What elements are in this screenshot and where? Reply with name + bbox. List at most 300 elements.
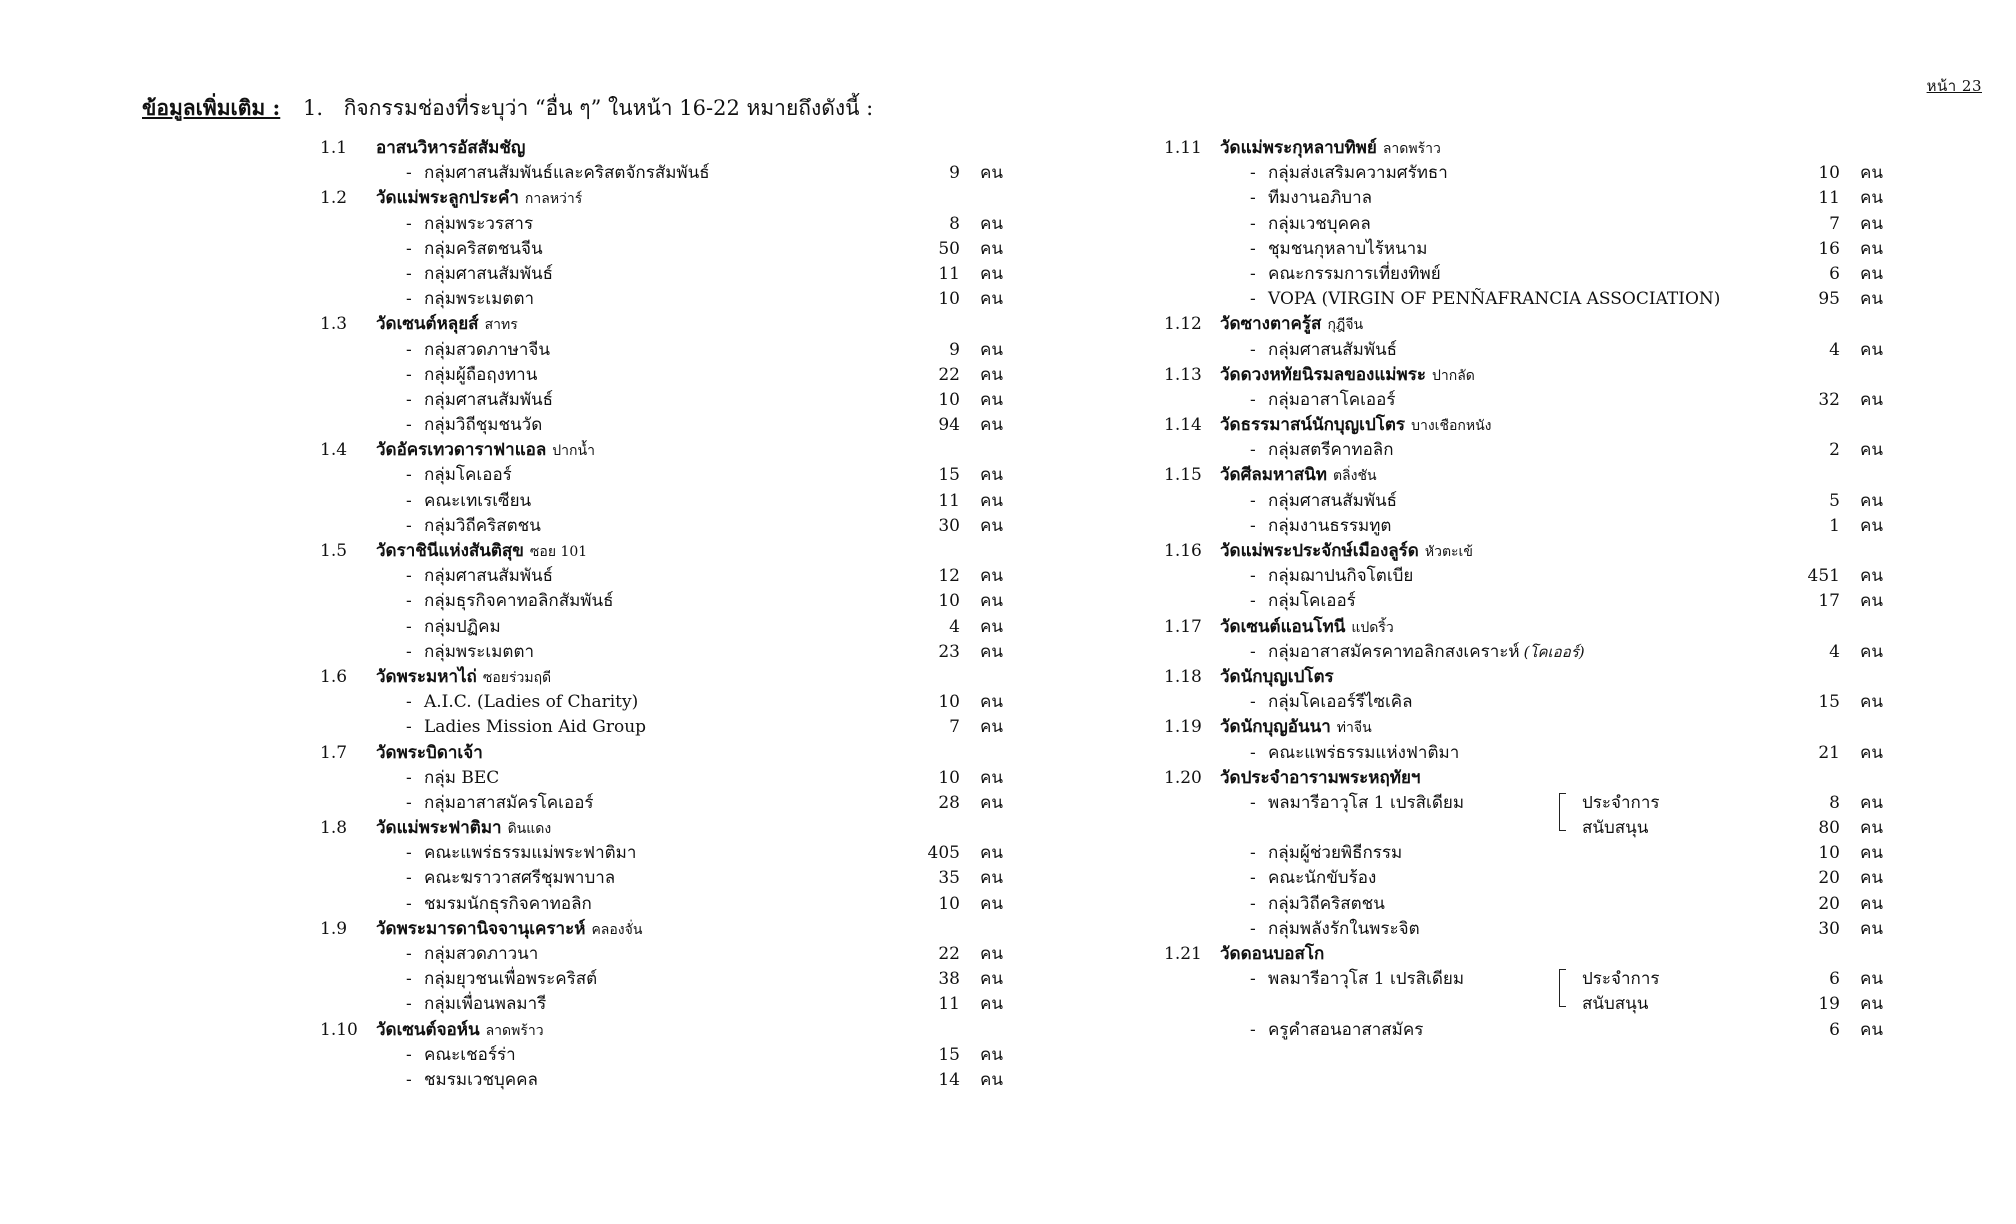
church-name: วัดเซนต์หลุยส์ สาทร: [376, 314, 518, 335]
member-count: 2: [1829, 440, 1840, 461]
section-number: 1.18: [1164, 666, 1202, 687]
member-count: 10: [938, 289, 960, 310]
list-item: [320, 866, 1040, 891]
unit-label: คน: [1860, 339, 1883, 360]
unit-label: คน: [980, 1044, 1003, 1065]
unit-label: คน: [1860, 515, 1883, 536]
group-name: กลุ่มอาสาโคเออร์: [1268, 389, 1396, 410]
section-heading: [320, 539, 1040, 564]
list-item: [320, 1068, 1040, 1093]
list-item: [320, 287, 1040, 312]
header-text: กิจกรรมช่องที่ระบุว่า “อื่น ๆ” ในหน้า 16-22 หมายถึงดังนี้ :: [343, 96, 874, 120]
unit-label: คน: [980, 490, 1003, 511]
group-name: กลุ่มสวดภาวนา: [424, 944, 539, 964]
group-name: กลุ่มวิถีคริสตชน: [1268, 893, 1385, 914]
dash-bullet: -: [406, 868, 412, 889]
church-location: แปดริ้ว: [1351, 619, 1394, 636]
group-name: ครูคำสอนอาสาสมัคร: [1268, 1019, 1424, 1040]
dash-bullet: -: [1250, 188, 1256, 209]
group-name: กลุ่มผู้ช่วยพิธีกรรม: [1268, 843, 1403, 864]
church-location: ลาดพร้าว: [485, 1022, 544, 1039]
group-name: กลุ่มศาสนสัมพันธ์: [1268, 339, 1398, 360]
dash-bullet: -: [406, 969, 412, 990]
member-count: 7: [1829, 213, 1840, 234]
group-name: กลุ่มงานธรรมทูต: [1268, 515, 1392, 536]
list-item: [1164, 212, 1944, 237]
dash-bullet: -: [406, 792, 412, 813]
unit-label: คน: [980, 717, 1003, 738]
dash-bullet: -: [1250, 263, 1256, 284]
unit-label: คน: [980, 163, 1003, 184]
church-name: วัดแม่พระลูกประคำ กาลหว่าร์: [376, 188, 583, 209]
dash-bullet: -: [1250, 238, 1256, 259]
unit-label: คน: [980, 591, 1003, 612]
church-location: คลองจั่น: [591, 921, 643, 938]
unit-label: คน: [980, 213, 1003, 234]
list-item: [1164, 564, 1944, 589]
unit-label: คน: [1860, 289, 1883, 310]
member-count: 12: [938, 566, 960, 587]
church-name: วัดพระมหาไถ่ ซอยร่วมฤดี: [376, 666, 552, 687]
section-heading: [320, 741, 1040, 766]
unit-label: คน: [1860, 389, 1883, 410]
member-count: 4: [1829, 641, 1840, 662]
church-name: วัดแม่พระฟาติมา ดินแดง: [376, 818, 552, 839]
list-item: [320, 514, 1040, 539]
dash-bullet: -: [406, 490, 412, 511]
section-number: 1.17: [1164, 616, 1202, 637]
church-name: วัดแม่พระประจักษ์เมืองลูร์ด หัวตะเข้: [1220, 541, 1473, 561]
member-count: 38: [938, 969, 960, 990]
list-item: [1164, 690, 1944, 715]
group-name: VOPA (VIRGIN OF PENÑAFRANCIA ASSOCIATION): [1268, 289, 1721, 310]
dash-bullet: -: [406, 893, 412, 914]
member-count: 6: [1829, 263, 1840, 284]
church-name: วัดประจำอารามพระหฤทัยฯ: [1220, 767, 1421, 788]
member-count: 405: [927, 843, 960, 864]
church-location: ดินแดง: [507, 821, 552, 838]
group-name: คณะเชอร์ร่า: [424, 1044, 516, 1065]
left-column: [320, 136, 1040, 1093]
section-number: 1.14: [1164, 415, 1202, 436]
group-name: กลุ่มศาสนสัมพันธ์: [424, 263, 554, 284]
dash-bullet: -: [1250, 591, 1256, 612]
list-item: [320, 690, 1040, 715]
group-name: กลุ่มพระวรสาร: [424, 213, 534, 234]
unit-label: คน: [1860, 742, 1883, 763]
dash-bullet: -: [406, 692, 412, 713]
group-name: คณะฆราวาสศรีชุมพาบาล: [424, 868, 616, 889]
church-location: ปากน้ำ: [552, 443, 595, 460]
section-number: 1.20: [1164, 767, 1202, 788]
group-name: คณะเทเรเซียน: [424, 490, 532, 511]
unit-label: คน: [980, 339, 1003, 360]
section-number: 1.9: [320, 918, 348, 939]
group-name: กลุ่มศาสนสัมพันธ์และคริสตจักรสัมพันธ์: [424, 163, 710, 184]
section-number: 1.21: [1164, 944, 1202, 964]
church-name: วัดเซนต์จอห์น ลาดพร้าว: [376, 1019, 544, 1040]
dash-bullet: -: [1250, 1019, 1256, 1040]
group-name: ชมรมนักธุรกิจคาทอลิก: [424, 893, 592, 914]
section-number: 1.10: [320, 1019, 358, 1040]
member-count: 95: [1818, 289, 1840, 310]
member-count: 94: [938, 415, 960, 436]
list-item: [1164, 992, 1944, 1017]
group-name: Ladies Mission Aid Group: [424, 717, 647, 738]
member-count: 14: [938, 1069, 960, 1090]
member-count: 22: [938, 364, 960, 385]
list-item: [1164, 186, 1944, 211]
member-count: 11: [1818, 188, 1840, 209]
list-item: [320, 992, 1040, 1017]
dash-bullet: -: [406, 767, 412, 788]
section-number: 1.15: [1164, 465, 1202, 486]
list-item: [1164, 841, 1944, 866]
dash-bullet: -: [1250, 843, 1256, 864]
group-note: (โคเออร์): [1523, 642, 1585, 661]
member-count: 16: [1818, 238, 1840, 259]
list-item: [320, 489, 1040, 514]
group-name: กลุ่มสตรีคาทอลิก: [1268, 440, 1394, 461]
membership-type: ประจำการ: [1582, 969, 1660, 990]
section-number: 1.16: [1164, 541, 1202, 561]
dash-bullet: -: [406, 263, 412, 284]
member-count: 8: [1829, 792, 1840, 813]
unit-label: คน: [1860, 238, 1883, 259]
section-number: 1.6: [320, 666, 348, 687]
list-item: [1164, 816, 1944, 841]
group-name: กลุ่มศาสนสัมพันธ์: [424, 566, 554, 587]
member-count: 5: [1829, 490, 1840, 511]
church-location: กุฎีจีน: [1327, 317, 1364, 334]
unit-label: คน: [1860, 641, 1883, 662]
list-item: [320, 463, 1040, 488]
section-number: 1.7: [320, 742, 348, 763]
church-name: วัดนักบุญเปโตร: [1220, 666, 1334, 687]
list-item: [320, 388, 1040, 413]
section-number: 1.13: [1164, 364, 1202, 385]
group-name: ชุมชนกุหลาบไร้หนาม: [1268, 238, 1428, 259]
member-count: 28: [938, 792, 960, 813]
dash-bullet: -: [406, 515, 412, 536]
church-location: ท่าจีน: [1336, 720, 1372, 737]
list-item: [320, 640, 1040, 665]
member-count: 10: [938, 591, 960, 612]
member-count: 6: [1829, 1019, 1840, 1040]
church-location: สาทร: [484, 317, 518, 334]
list-item: [320, 841, 1040, 866]
section-heading: [1164, 312, 1944, 337]
church-location: ลาดพร้าว: [1382, 141, 1441, 157]
group-name: คณะแพร่ธรรมแม่พระฟาติมา: [424, 843, 637, 864]
member-count: 35: [938, 868, 960, 889]
dash-bullet: -: [406, 339, 412, 360]
list-item: [1164, 388, 1944, 413]
group-name: คณะกรรมการเที่ยงทิพย์: [1268, 263, 1441, 284]
member-count: 15: [938, 465, 960, 486]
list-item: [1164, 892, 1944, 917]
section-number: 1.1: [320, 138, 348, 158]
dash-bullet: -: [406, 566, 412, 587]
unit-label: คน: [980, 238, 1003, 259]
member-count: 32: [1818, 389, 1840, 410]
list-item: [320, 212, 1040, 237]
list-item: [320, 791, 1040, 816]
group-name: กลุ่มโคเออร์: [1268, 591, 1356, 612]
unit-label: คน: [1860, 263, 1883, 284]
section-number: 1.8: [320, 818, 348, 839]
dash-bullet: -: [1250, 641, 1256, 662]
unit-label: คน: [1860, 818, 1883, 839]
member-count: 80: [1818, 818, 1840, 839]
list-item: [320, 967, 1040, 992]
dash-bullet: -: [406, 415, 412, 436]
list-item: [320, 1043, 1040, 1068]
unit-label: คน: [980, 893, 1003, 914]
section-heading: [320, 665, 1040, 690]
dash-bullet: -: [1250, 339, 1256, 360]
dash-bullet: -: [406, 843, 412, 864]
group-name: คณะนักขับร้อง: [1268, 868, 1377, 889]
church-name: วัดนักบุญอันนา ท่าจีน: [1220, 717, 1372, 738]
list-item: [320, 363, 1040, 388]
church-location: ซอย 101: [529, 544, 588, 560]
unit-label: คน: [1860, 591, 1883, 612]
section-heading: [320, 438, 1040, 463]
unit-label: คน: [1860, 792, 1883, 813]
group-name: กลุ่มโคเออร์: [424, 465, 512, 486]
member-count: 19: [1818, 994, 1840, 1015]
member-count: 9: [949, 339, 960, 360]
right-column: [1164, 136, 1944, 1043]
section-header: [142, 92, 873, 125]
member-count: 7: [949, 717, 960, 738]
unit-label: คน: [980, 969, 1003, 990]
unit-label: คน: [980, 767, 1003, 788]
section-number: 1.2: [320, 188, 348, 209]
dash-bullet: -: [406, 364, 412, 385]
church-name: วัดซางตาครู้ส กุฎีจีน: [1220, 314, 1364, 335]
church-name: วัดดวงหทัยนิรมลของแม่พระ ปากลัด: [1220, 364, 1475, 385]
dash-bullet: -: [1250, 893, 1256, 914]
member-count: 10: [1818, 843, 1840, 864]
unit-label: คน: [1860, 868, 1883, 889]
unit-label: คน: [1860, 692, 1883, 713]
dash-bullet: -: [1250, 969, 1256, 990]
dash-bullet: -: [406, 289, 412, 310]
list-item: [1164, 161, 1944, 186]
list-item: [320, 766, 1040, 791]
list-item: [320, 715, 1040, 740]
group-name: พลมารีอาวุโส 1 เปรสิเดียม: [1268, 969, 1465, 990]
dash-bullet: -: [406, 213, 412, 234]
group-name: กลุ่ม BEC: [424, 767, 500, 788]
section-heading: [1164, 136, 1944, 161]
church-name: วัดพระบิดาเจ้า: [376, 742, 483, 763]
list-item: [1164, 489, 1944, 514]
member-count: 30: [938, 515, 960, 536]
list-item: [320, 892, 1040, 917]
section-heading: [1164, 539, 1944, 564]
group-name: กลุ่มผู้ถือฤงทาน: [424, 364, 538, 385]
dash-bullet: -: [406, 944, 412, 964]
unit-label: คน: [1860, 918, 1883, 939]
section-number: 1.4: [320, 440, 348, 461]
list-item: [1164, 791, 1944, 816]
section-heading: [1164, 766, 1944, 791]
dash-bullet: -: [406, 717, 412, 738]
member-count: 20: [1818, 868, 1840, 889]
list-item: [1164, 338, 1944, 363]
member-count: 9: [949, 163, 960, 184]
dash-bullet: -: [406, 616, 412, 637]
church-name: วัดเซนต์แอนโทนี แปดริ้ว: [1220, 616, 1394, 637]
page-number: หน้า 23: [1926, 77, 1982, 95]
section-number: 1.11: [1164, 138, 1202, 158]
dash-bullet: -: [406, 465, 412, 486]
list-item: [320, 161, 1040, 186]
member-count: 15: [1818, 692, 1840, 713]
unit-label: คน: [980, 515, 1003, 536]
dash-bullet: -: [1250, 742, 1256, 763]
dash-bullet: -: [406, 994, 412, 1015]
group-name: ชมรมเวชบุคคล: [424, 1069, 538, 1090]
section-number: 1.5: [320, 541, 348, 561]
dash-bullet: -: [406, 591, 412, 612]
dash-bullet: -: [406, 1044, 412, 1065]
section-number: 1.12: [1164, 314, 1202, 335]
group-name: กลุ่มฌาปนกิจโตเบีย: [1268, 566, 1414, 587]
group-name: ทีมงานอภิบาล: [1268, 188, 1373, 209]
list-item: [1164, 237, 1944, 262]
section-heading: [1164, 942, 1944, 967]
dash-bullet: -: [1250, 868, 1256, 889]
church-name: วัดธรรมาสน์นักบุญเปโตร บางเชือกหนัง: [1220, 415, 1492, 436]
list-item: [1164, 287, 1944, 312]
group-name: กลุ่มพระเมตตา: [424, 641, 535, 662]
group-name: กลุ่มยุวชนเพื่อพระคริสต์: [424, 969, 598, 990]
unit-label: คน: [980, 868, 1003, 889]
group-name: กลุ่มพระเมตตา: [424, 289, 535, 310]
list-item: [1164, 967, 1944, 992]
church-name: วัดศีลมหาสนิท ตลิ่งชัน: [1220, 465, 1377, 486]
group-name: กลุ่มธุรกิจคาทอลิกสัมพันธ์: [424, 591, 614, 612]
church-name: วัดพระมารดานิจจานุเคราะห์ คลองจั่น: [376, 918, 643, 939]
group-name: กลุ่มศาสนสัมพันธ์: [1268, 490, 1398, 511]
group-name: A.I.C. (Ladies of Charity): [424, 692, 639, 713]
church-location: ตลิ่งชัน: [1332, 468, 1377, 485]
dash-bullet: -: [1250, 792, 1256, 813]
unit-label: คน: [1860, 893, 1883, 914]
member-count: 15: [938, 1044, 960, 1065]
church-name: อาสนวิหารอัสสัมชัญ: [376, 138, 526, 158]
member-count: 4: [949, 616, 960, 637]
section-heading: [320, 917, 1040, 942]
dash-bullet: -: [406, 389, 412, 410]
unit-label: คน: [980, 944, 1003, 964]
member-count: 10: [938, 767, 960, 788]
membership-type: ประจำการ: [1582, 792, 1660, 813]
member-count: 10: [1818, 163, 1840, 184]
group-name: กลุ่มคริสตชนจีน: [424, 238, 543, 259]
list-item: [1164, 514, 1944, 539]
unit-label: คน: [980, 994, 1003, 1015]
church-name: วัดอัครเทวดาราฟาแอล ปากน้ำ: [376, 440, 595, 461]
dash-bullet: -: [1250, 515, 1256, 536]
member-count: 17: [1818, 591, 1840, 612]
unit-label: คน: [980, 566, 1003, 587]
dash-bullet: -: [1250, 440, 1256, 461]
section-number: 1.3: [320, 314, 348, 335]
header-item-number: 1.: [302, 96, 323, 120]
unit-label: คน: [980, 465, 1003, 486]
church-location: กาลหว่าร์: [524, 191, 583, 208]
unit-label: คน: [1860, 566, 1883, 587]
section-heading: [1164, 615, 1944, 640]
section-number: 1.19: [1164, 717, 1202, 738]
dash-bullet: -: [406, 1069, 412, 1090]
group-name: พลมารีอาวุโส 1 เปรสิเดียม: [1268, 792, 1465, 813]
list-item: [1164, 741, 1944, 766]
group-name: กลุ่มศาสนสัมพันธ์: [424, 389, 554, 410]
section-heading: [1164, 363, 1944, 388]
list-item: [320, 237, 1040, 262]
list-item: [1164, 589, 1944, 614]
member-count: 1: [1829, 515, 1840, 536]
member-count: 50: [938, 238, 960, 259]
unit-label: คน: [980, 692, 1003, 713]
unit-label: คน: [1860, 1019, 1883, 1040]
list-item: [1164, 640, 1944, 665]
group-name: กลุ่มโคเออร์รีไซเคิล: [1268, 692, 1413, 713]
unit-label: คน: [1860, 213, 1883, 234]
section-heading: [320, 312, 1040, 337]
group-name: กลุ่มส่งเสริมความศรัทธา: [1268, 163, 1448, 184]
unit-label: คน: [1860, 994, 1883, 1015]
member-count: 11: [938, 994, 960, 1015]
church-location: ปากลัด: [1431, 367, 1475, 384]
member-count: 30: [1818, 918, 1840, 939]
member-count: 11: [938, 490, 960, 511]
unit-label: คน: [980, 1069, 1003, 1090]
unit-label: คน: [980, 389, 1003, 410]
unit-label: คน: [1860, 163, 1883, 184]
dash-bullet: -: [406, 238, 412, 259]
list-item: [320, 589, 1040, 614]
member-count: 23: [938, 641, 960, 662]
section-heading: [1164, 413, 1944, 438]
group-name: กลุ่มเวชบุคคล: [1268, 213, 1371, 234]
church-name: วัดราชินีแห่งสันติสุข ซอย 101: [376, 541, 588, 561]
member-count: 22: [938, 944, 960, 964]
section-heading: [1164, 715, 1944, 740]
header-label: ข้อมูลเพิ่มเติม :: [142, 95, 281, 120]
dash-bullet: -: [1250, 213, 1256, 234]
dash-bullet: -: [1250, 289, 1256, 310]
group-name: กลุ่มพลังรักในพระจิต: [1268, 918, 1420, 939]
member-count: 21: [1818, 742, 1840, 763]
dash-bullet: -: [406, 163, 412, 184]
list-item: [1164, 438, 1944, 463]
church-location: บางเชือกหนัง: [1411, 418, 1492, 435]
group-name: กลุ่มอาสาสมัครคาทอลิกสงเคราะห์ (โคเออร์): [1268, 641, 1585, 662]
group-name: กลุ่มปฏิคม: [424, 616, 501, 637]
dash-bullet: -: [1250, 389, 1256, 410]
unit-label: คน: [980, 263, 1003, 284]
list-item: [1164, 866, 1944, 891]
member-count: 10: [938, 389, 960, 410]
member-count: 11: [938, 263, 960, 284]
